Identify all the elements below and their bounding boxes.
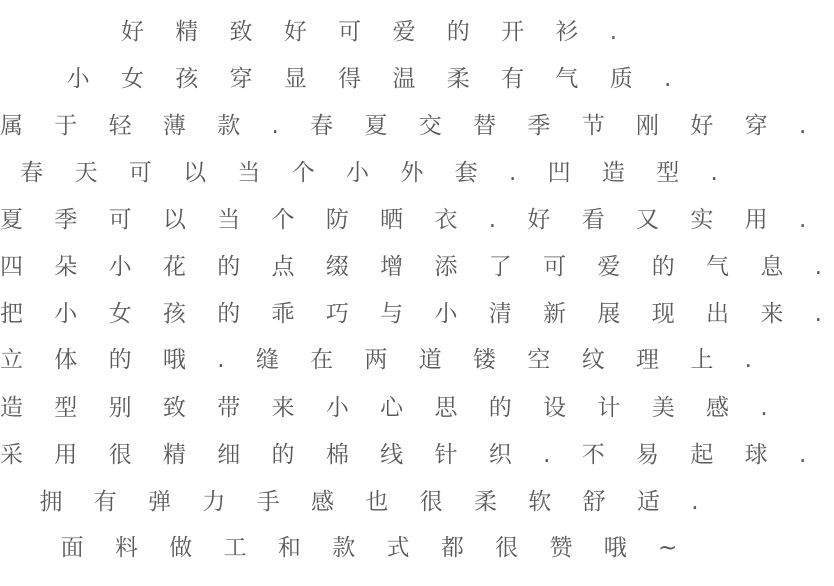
- description-line-5: 夏 季 可 以 当 个 防 晒 衣 . 好 看 又 实 用 .: [0, 207, 819, 233]
- description-line-11: 拥 有 弹 力 手 感 也 很 柔 软 舒 适 .: [39, 489, 711, 515]
- description-line-8: 立 体 的 哦 . 缝 在 两 道 镂 空 纹 理 上 .: [0, 347, 764, 373]
- description-line-2: 小 女 孩 穿 显 得 温 柔 有 气 质 .: [66, 66, 684, 92]
- description-line-12: 面 料 做 工 和 款 式 都 很 赞 哦 ~: [60, 535, 690, 561]
- description-line-4: 春 天 可 以 当 个 小 外 套 . 凹 造 型 .: [20, 160, 730, 186]
- description-line-7: 把 小 女 孩 的 乖 巧 与 小 清 新 展 现 出 来 .: [0, 301, 834, 327]
- description-line-6: 四 朵 小 花 的 点 缀 增 添 了 可 爱 的 气 息 .: [0, 254, 834, 280]
- description-line-1: 好 精 致 好 可 爱 的 开 衫 .: [120, 19, 630, 45]
- description-line-10: 采 用 很 精 细 的 棉 线 针 织 . 不 易 起 球 .: [0, 442, 819, 468]
- description-line-3: 属 于 轻 薄 款 . 春 夏 交 替 季 节 刚 好 穿 .: [0, 113, 819, 139]
- description-line-9: 造 型 别 致 带 来 小 心 思 的 设 计 美 感 .: [0, 395, 780, 421]
